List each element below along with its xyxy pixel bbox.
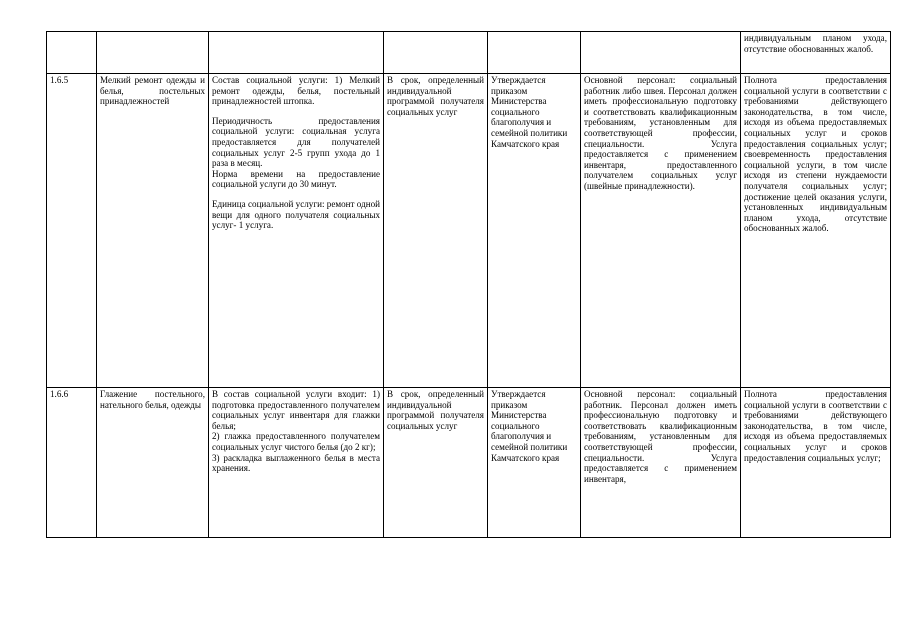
service-term: В срок, определенный индивидуальной программой получателя социальных услуг [384,388,488,538]
services-table [46,31,891,538]
content-paragraph: Норма времени на предоставление социальной услуги до 30 минут. [212,168,380,190]
service-approval: Утверждается приказом Министерства социального благополучия и семейной политики Камчатского края [488,388,581,538]
service-content [209,388,384,538]
cell-empty [97,32,209,74]
table-row-continuation [47,32,891,74]
service-conditions: Основной персонал: социальный работник. Персонал должен иметь профессиональную подготовку и соответствовать квалификационным требованиям, установленным для соответствующей профессии, специальности. Услуга предоставляется с применением инвентаря, [581,388,741,538]
service-name: Глажение постельного, нательного белья, одежды [97,388,209,538]
service-name: Мелкий ремонт одежды и белья, постельных принадлежностей [97,74,209,388]
content-paragraph: 3) раскладка выглаженного белья в места хранения. [212,452,380,474]
service-number: 1.6.5 [47,74,97,388]
content-paragraph: Единица социальной услуги: ремонт одной вещи для одного получателя социальных услуг- 1 услуга. [212,198,380,231]
quality-cell: индивидуальным планом ухода, отсутствие обоснованных жалоб. [741,32,891,74]
cell-empty [209,32,384,74]
service-content [209,74,384,388]
service-number: 1.6.6 [47,388,97,538]
quality-cell: Полнота предоставления социальной услуги в соответствии с требованиями действующего законодательства, в том числе, исходя из объема предоставляемых социальных услуг и сроков предоставления социальных услуг; своевременность предоставления социальной услуги, в том числе исходя из степени нуждаемости получателя социальных услуг; достижение целей оказания услуги, установленных индивидуальным планом ухода, отсутствие обоснованных жалоб. [741,74,891,388]
content-paragraph: Периодичность предоставления социальной услуги: социальная услуга предоставляется для получателей социальных услуг 2-5 групп ухода до 1 раза в месяц. [212,115,380,169]
table-row [47,74,891,388]
service-conditions: Основной персонал: социальный работник либо швея. Персонал должен иметь профессиональную подготовку и соответствовать квалификационным требованиям, установленным для соответствующей профессии, специальности. Услуга предоставляется с применением инвентаря, предоставленного получателем социальных услуг (швейные принадлежности). [581,74,741,388]
content-paragraph: В состав социальной услуги входит: 1) подготовка предоставленного получателем социальных услуг инвентаря для глажки белья; [212,389,380,431]
service-approval: Утверждается приказом Министерства социального благополучия и семейной политики Камчатского края [488,74,581,388]
content-paragraph: 2) глажка предоставленного получателем социальных услуг чистого белья (до 2 кг); [212,431,380,452]
quality-cell: Полнота предоставления социальной услуги в соответствии с требованиями действующего законодательства, в том числе, исходя из объема предоставляемых социальных услуг и сроков предоставления социальных услуг; [741,388,891,538]
service-term: В срок, определенный индивидуальной программой получателя социальных услуг [384,74,488,388]
cell-empty [47,32,97,74]
cell-empty [581,32,741,74]
cell-empty [384,32,488,74]
table-row [47,388,891,538]
content-paragraph: Состав социальной услуги: 1) Мелкий ремонт одежды, белья, постельный принадлежностей штопка. [212,75,380,107]
cell-empty [488,32,581,74]
